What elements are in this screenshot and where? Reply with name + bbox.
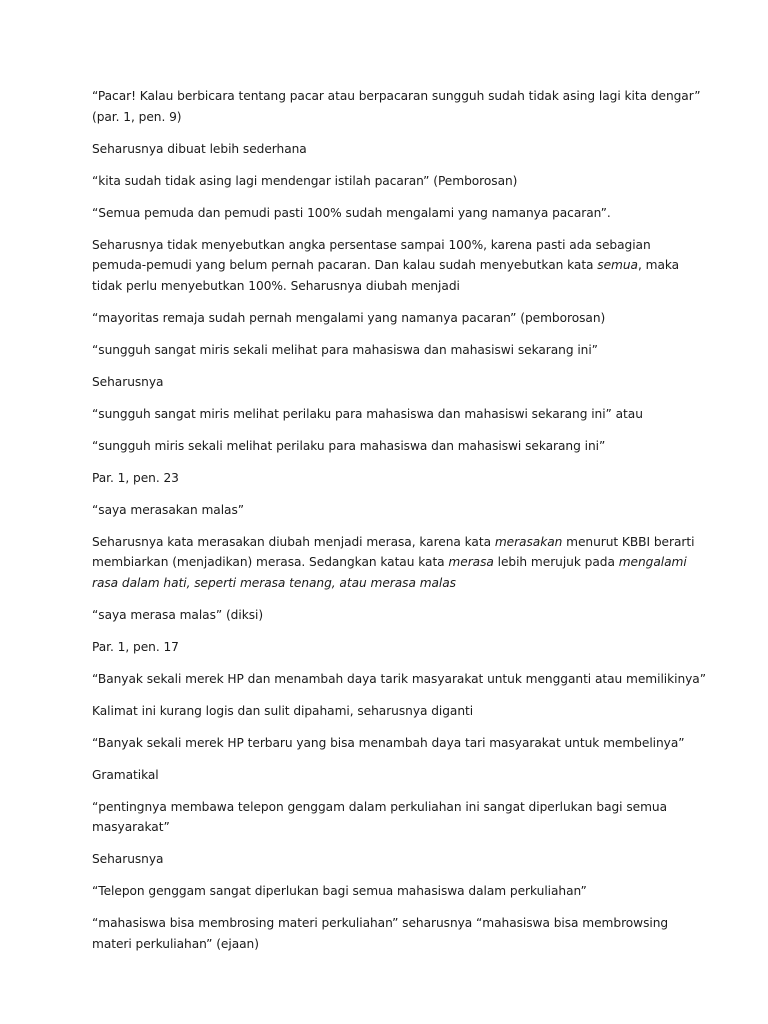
paragraph-quote-pacar: “Pacar! Kalau berbicara tentang pacar atau berpacaran sungguh sudah tidak asing lagi kita dengar” (par. 1, pen. 9) <box>92 89 701 124</box>
paragraph-quote-miris-revised-2: “sungguh miris sekali melihat perilaku para mahasiswa dan mahasiswi sekarang ini” <box>92 438 606 453</box>
paragraph-quote-miris-revised-1: “sungguh sangat miris melihat perilaku para mahasiswa dan mahasiswi sekarang ini” atau <box>92 406 643 421</box>
paragraph-percentage-note <box>92 235 708 297</box>
paragraph-quote-miris: “sungguh sangat miris sekali melihat para mahasiswa dan mahasiswi sekarang ini” <box>92 342 598 357</box>
italic-word: semua <box>597 258 638 272</box>
paragraph-seharusnya: Seharusnya <box>92 852 164 866</box>
paragraph-quote-merasakan: “saya merasakan malas” <box>92 502 245 517</box>
paragraph-quote-merek-hp: “Banyak sekali merek HP dan menambah daya tarik masyarakat untuk mengganti atau memilikinya” <box>92 671 706 686</box>
paragraph-quote-merasa: “saya merasa malas” (diksi) <box>92 607 264 622</box>
paragraph-seharusnya: Seharusnya <box>92 374 164 389</box>
paragraph-diction-note <box>92 532 708 594</box>
paragraph-quote-mayoritas: “mayoritas remaja sudah pernah mengalami yang namanya pacaran” (pemborosan) <box>92 310 606 325</box>
paragraph-quote-merek-hp-revised: “Banyak sekali merek HP terbaru yang bisa menambah daya tari masyarakat untuk membelinya” <box>92 735 685 750</box>
italic-word: merasa <box>448 555 494 569</box>
paragraph-reference: Par. 1, pen. 17 <box>92 639 179 654</box>
paragraph-text: , maka tidak perlu menyebutkan 100%. Seharusnya diubah menjadi <box>92 258 680 293</box>
paragraph-quote-membrowsing: “mahasiswa bisa membrosing materi perkuliahan” seharusnya “mahasiswa bisa membrowsing materi perkuliahan” (ejaan) <box>92 916 669 951</box>
italic-word: merasakan <box>494 534 563 549</box>
paragraph-text: menurut KBBI berarti membiarkan (menjadikan) merasa. Sedangkan katau kata <box>92 534 695 569</box>
paragraph-quote-telepon-revised: “Telepon genggam sangat diperlukan bagi semua mahasiswa dalam perkuliahan” <box>92 884 587 898</box>
paragraph-logic-note: Kalimat ini kurang logis dan sulit dipahami, seharusnya diganti <box>92 703 474 718</box>
paragraph-text: lebih merujuk pada <box>493 555 619 569</box>
paragraph-reference: Par. 1, pen. 23 <box>92 470 179 485</box>
paragraph-text: Seharusnya kata merasakan diubah menjadi merasa, karena kata <box>92 534 495 549</box>
paragraph-quote-semua: “Semua pemuda dan pemudi pasti 100% sudah mengalami yang namanya pacaran”. <box>92 205 611 220</box>
paragraph-simplify-note: Seharusnya dibuat lebih sederhana <box>92 141 307 156</box>
paragraph-text: Seharusnya tidak menyebutkan angka persentase sampai 100%, karena pasti ada sebagian pemuda-pemudi yang belum pernah pacaran. Dan kalau sudah menyebutkan kata <box>92 237 651 272</box>
paragraph-gramatikal: Gramatikal <box>92 767 159 782</box>
italic-phrase: mengalami rasa dalam hati, seperti merasa tenang, atau merasa malas <box>92 555 687 590</box>
paragraph-quote-istilah: “kita sudah tidak asing lagi mendengar istilah pacaran” (Pemborosan) <box>92 173 518 188</box>
paragraph-quote-telepon: “pentingnya membawa telepon genggam dalam perkuliahan ini sangat diperlukan bagi semua masyarakat” <box>92 799 667 834</box>
